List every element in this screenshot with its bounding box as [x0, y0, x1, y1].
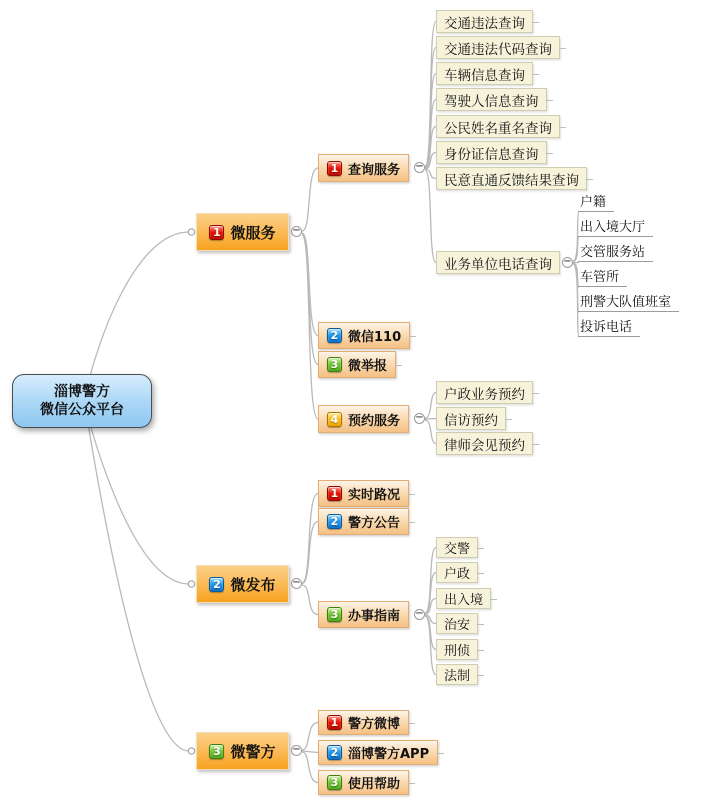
topic-legal-affairs[interactable]: 法制 [436, 664, 478, 685]
topic-vehicle-info-query[interactable]: 车辆信息查询 [436, 62, 533, 85]
topic-micro-police[interactable] [196, 732, 289, 770]
topic-query-service[interactable] [318, 154, 409, 182]
topic-vehicle-admin-office[interactable]: 车管所 [578, 269, 627, 287]
topic-label: 实时路况 [348, 488, 401, 503]
priority-2-icon: 2 [327, 328, 342, 343]
topic-public-opinion-feedback-query[interactable]: 民意直通反馈结果查询 [436, 167, 587, 190]
collapse-toggle-business-phone[interactable]: − [563, 256, 572, 267]
topic-label: 警方公告 [348, 516, 401, 531]
priority-1-icon: 1 [327, 161, 342, 176]
priority-3-icon: 3 [327, 607, 342, 622]
topic-label: 警方微博 [348, 717, 401, 732]
topic-driver-info-query[interactable]: 驾驶人信息查询 [436, 88, 547, 111]
topic-wechat-110[interactable] [318, 322, 410, 349]
priority-2-icon: 2 [327, 514, 342, 529]
topic-realtime-traffic[interactable] [318, 480, 409, 507]
topic-traffic-service-station[interactable]: 交管服务站 [578, 244, 653, 262]
topic-criminal-investigation[interactable]: 刑侦 [436, 639, 478, 660]
priority-1-icon: 1 [209, 225, 224, 240]
priority-3-icon: 3 [327, 775, 342, 790]
topic-usage-help[interactable] [318, 770, 409, 795]
topic-entry-exit-hall[interactable]: 出入境大厅 [578, 219, 653, 237]
topic-traffic-violation-code-query[interactable]: 交通违法代码查询 [436, 36, 560, 59]
collapse-toggle-service-guide[interactable]: − [415, 608, 424, 619]
root-topic-label-line2: 微信公众平台 [40, 402, 124, 418]
topic-police-announcement[interactable] [318, 508, 409, 535]
root-topic[interactable] [12, 374, 152, 428]
connector-dot [188, 229, 194, 754]
topic-public-security[interactable]: 治安 [436, 613, 478, 634]
priority-3-icon: 3 [209, 744, 224, 759]
topic-police-weibo[interactable] [318, 710, 409, 735]
topic-business-unit-phone-query[interactable]: 业务单位电话查询 [436, 251, 560, 274]
topic-label: 微举报 [348, 359, 388, 374]
priority-1-icon: 1 [327, 715, 342, 730]
topic-label: 微发布 [230, 575, 276, 594]
topic-label: 查询服务 [348, 162, 401, 178]
topic-criminal-police-duty-room[interactable]: 刑警大队值班室 [578, 294, 679, 312]
topic-lawyer-meeting-reservation[interactable]: 律师会见预约 [436, 432, 533, 455]
collapse-toggle-reservation[interactable]: − [415, 412, 424, 423]
collapse-toggle-micro-service[interactable]: − [292, 225, 301, 236]
topic-entry-exit[interactable]: 出入境 [436, 588, 491, 609]
topic-label: 淄博警方APP [348, 747, 430, 762]
topic-id-card-info-query[interactable]: 身份证信息查询 [436, 141, 547, 164]
topic-zibo-police-app[interactable] [318, 740, 438, 765]
topic-micro-report[interactable] [318, 351, 396, 378]
topic-label: 微信110 [348, 330, 402, 345]
topic-household-affairs[interactable]: 户政 [436, 562, 478, 583]
collapse-toggle-query-service[interactable]: − [415, 161, 424, 172]
topic-citizen-name-query[interactable]: 公民姓名重名查询 [436, 115, 560, 138]
topic-household-business-reservation[interactable]: 户政业务预约 [436, 381, 533, 404]
topic-micro-publish[interactable] [196, 565, 289, 603]
topic-micro-service[interactable] [196, 213, 289, 251]
topic-complaint-hotline[interactable]: 投诉电话 [578, 319, 640, 337]
topic-label: 微服务 [230, 223, 276, 242]
topic-label: 预约服务 [348, 413, 401, 429]
priority-2-icon: 2 [327, 745, 342, 760]
topic-label: 使用帮助 [348, 777, 401, 792]
topic-reservation-service[interactable] [318, 405, 409, 433]
topic-household-registration[interactable]: 户籍 [578, 194, 614, 212]
priority-4-icon: 4 [327, 412, 342, 427]
topic-label: 办事指南 [348, 609, 401, 624]
collapse-toggle-micro-police[interactable]: − [292, 744, 301, 755]
collapse-toggle-micro-publish[interactable]: − [292, 577, 301, 588]
priority-3-icon: 3 [327, 357, 342, 372]
topic-petition-reservation[interactable]: 信访预约 [436, 407, 506, 430]
priority-1-icon: 1 [327, 486, 342, 501]
topic-service-guide[interactable] [318, 601, 409, 628]
priority-2-icon: 2 [209, 577, 224, 592]
root-topic-label-line1: 淄博警方 [54, 384, 110, 400]
topic-traffic-violation-query[interactable]: 交通违法查询 [436, 10, 533, 33]
topic-label: 微警方 [230, 742, 276, 761]
topic-traffic-police[interactable]: 交警 [436, 537, 478, 558]
